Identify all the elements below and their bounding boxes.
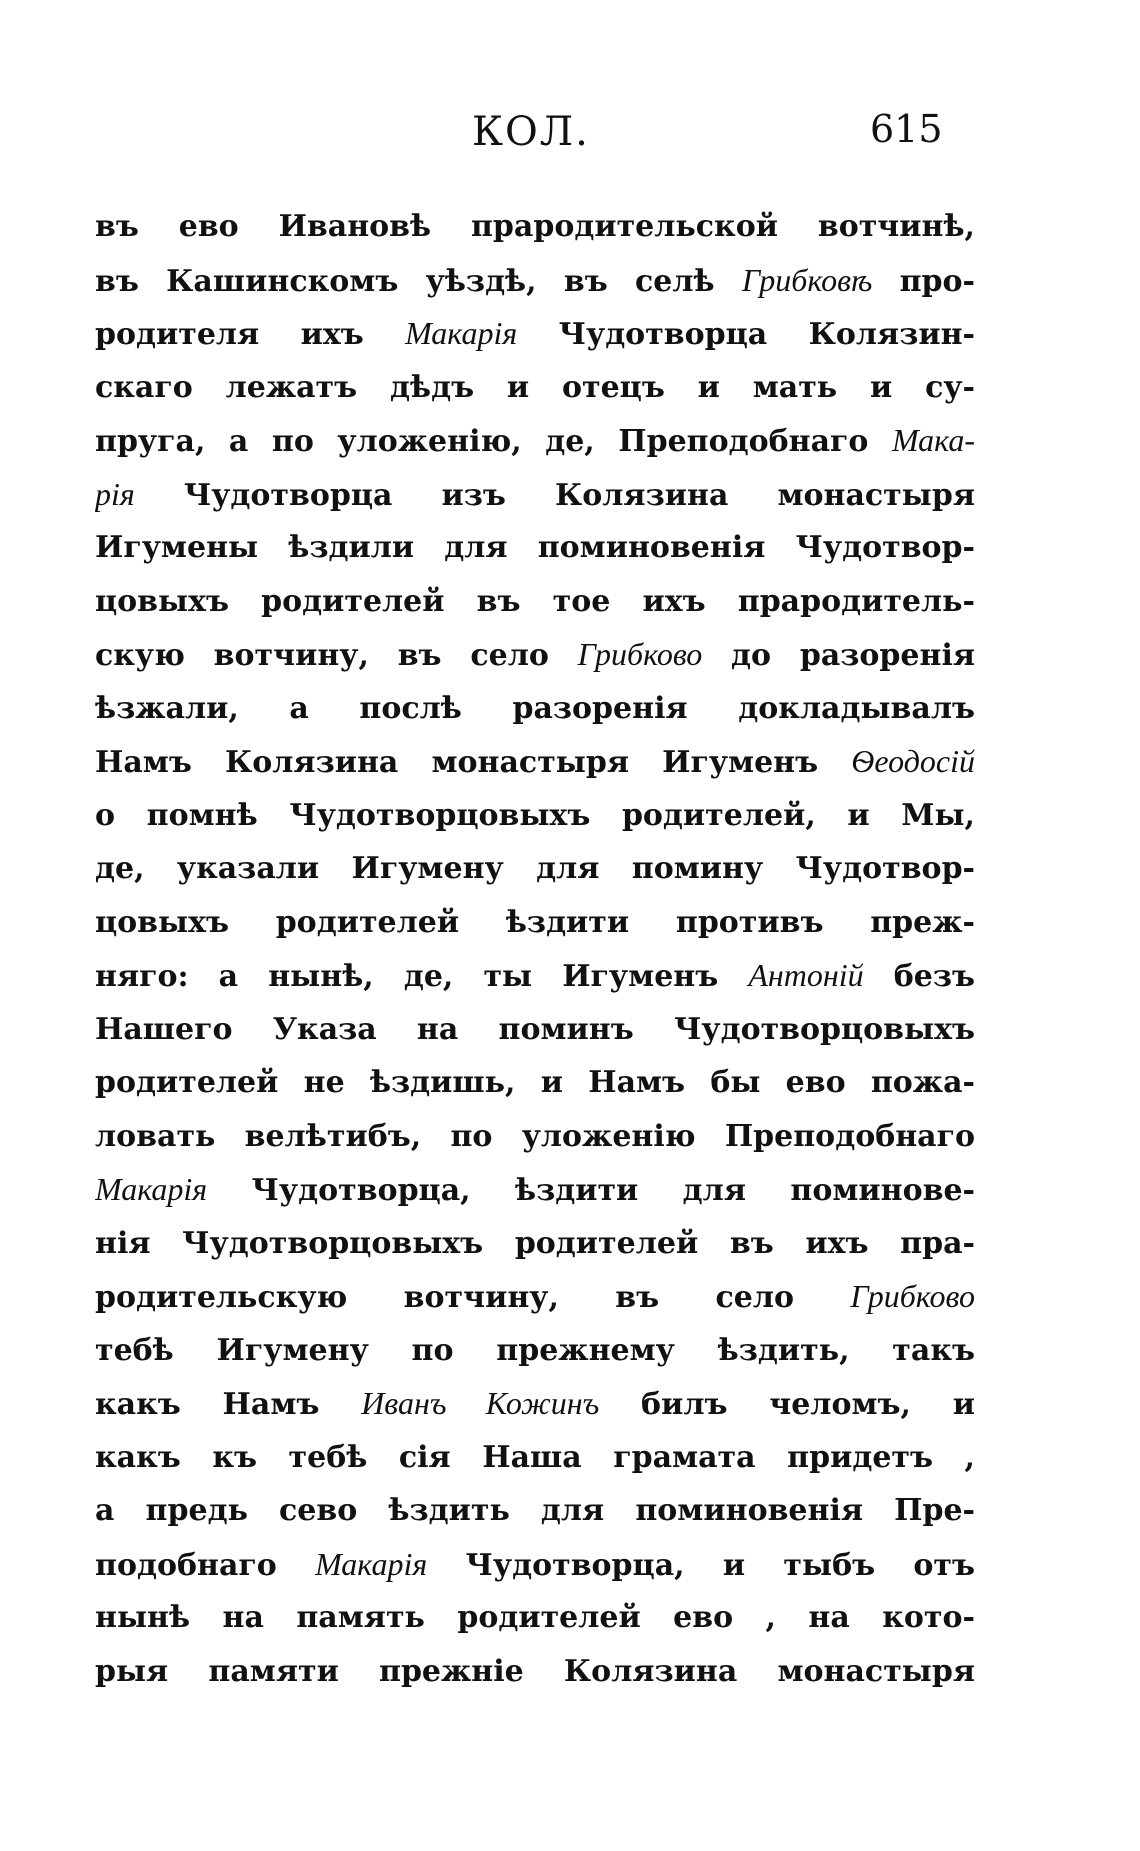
- italic-name: Ѳеодосій: [851, 743, 975, 779]
- text-line: [95, 949, 975, 1003]
- text-line: [95, 628, 975, 682]
- text-run: родительскую вотчину, въ село: [95, 1280, 851, 1315]
- body-text: [95, 200, 975, 1698]
- italic-name: Иванъ Кожинъ: [361, 1385, 600, 1421]
- text-line: [95, 1270, 975, 1324]
- text-run: въ Кашинскомъ уѣздѣ, въ селѣ: [95, 263, 742, 299]
- text-line: [95, 1645, 975, 1699]
- text-line: [95, 1538, 975, 1592]
- text-line: [95, 1431, 975, 1485]
- text-run: въ ево Ивановѣ прародительской вотчинѣ,: [95, 209, 975, 244]
- text-line: [95, 361, 975, 415]
- text-run: рыя памяти прежніе Колязина монастыря: [95, 1653, 975, 1689]
- text-line: [95, 200, 975, 254]
- italic-name: Макарія: [315, 1545, 428, 1582]
- text-run: Чудотворца изъ Колязина монастыря: [134, 477, 975, 513]
- text-run: тебѣ Игумену по прежнему ѣздить, такъ: [95, 1332, 975, 1368]
- text-run: цовыхъ родителей въ тое ихъ прародитель-: [95, 583, 975, 619]
- text-run: Чудотворца, ѣздити для поминове-: [207, 1173, 975, 1208]
- text-run: про-: [872, 263, 975, 299]
- text-run: билъ челомъ, и: [599, 1387, 975, 1422]
- text-line: [95, 521, 975, 575]
- text-run: цовыхъ родителей ѣздити противъ преж-: [95, 904, 975, 940]
- text-run: какъ Намъ: [95, 1387, 362, 1422]
- text-run: нынѣ на память родителей ево , на кото-: [95, 1600, 975, 1635]
- text-line: [95, 1163, 975, 1217]
- text-line: [95, 1324, 975, 1378]
- text-line: [95, 842, 975, 896]
- text-run: Намъ Колязина монастыря Игуменъ: [95, 745, 852, 780]
- italic-name: рія: [95, 475, 135, 512]
- text-line: [95, 307, 975, 361]
- text-line: [95, 414, 975, 468]
- text-run: безъ: [863, 959, 975, 994]
- text-run: какъ къ тебѣ сія Наша грамата придетъ ,: [95, 1439, 975, 1475]
- text-line: [95, 1056, 975, 1110]
- text-run: Чудотворца Колязин-: [517, 317, 975, 352]
- text-line: [95, 1003, 975, 1057]
- text-line: [95, 1217, 975, 1271]
- text-line: [95, 682, 975, 736]
- text-line: [95, 468, 975, 522]
- text-run: подобнаго: [95, 1547, 316, 1583]
- text-line: [95, 789, 975, 843]
- text-run: де, указали Игумену для помину Чудотвор-: [95, 851, 975, 886]
- text-run: Нашего Указа на поминъ Чудотворцовыхъ: [95, 1011, 975, 1047]
- text-run: Чудотворца, и тыбъ отъ: [427, 1547, 975, 1583]
- text-run: родителей не ѣздишь, и Намъ бы ево пожа-: [95, 1065, 975, 1100]
- text-run: а предь сево ѣздить для поминовенія Пре-: [95, 1493, 975, 1528]
- text-run: Игумены ѣздили для поминовенія Чудотвор-: [95, 530, 975, 565]
- text-run: нія Чудотворцовыхъ родителей въ ихъ пра-: [95, 1225, 975, 1261]
- italic-name: Грибковѣ: [741, 261, 873, 298]
- text-run: скую вотчину, въ село: [95, 638, 578, 673]
- italic-name: Макарія: [95, 1171, 208, 1207]
- text-run: о помнѣ Чудотворцовыхъ родителей, и Мы,: [95, 797, 975, 833]
- text-run: няго: а нынѣ, де, ты Игуменъ: [95, 959, 749, 994]
- text-line: [95, 1377, 975, 1431]
- running-head: КОЛ.: [472, 109, 590, 155]
- text-line: [95, 1591, 975, 1645]
- text-run: родителя ихъ: [95, 317, 406, 352]
- text-line: [95, 1110, 975, 1164]
- italic-name: Грибково: [850, 1278, 975, 1314]
- text-line: [95, 735, 975, 789]
- text-line: [95, 254, 975, 308]
- italic-name: Мака-: [891, 422, 975, 458]
- italic-name: Грибково: [577, 636, 703, 672]
- italic-name: Макарія: [405, 315, 518, 351]
- italic-name: Антоній: [748, 957, 864, 993]
- text-run: ловать велѣтибъ, по уложенію Преподобнаго: [95, 1118, 975, 1154]
- text-run: пруга, а по уложенію, де, Преподобнаго: [95, 424, 892, 459]
- text-line: [95, 575, 975, 629]
- page-number: 615: [870, 107, 943, 151]
- text-run: ѣзжали, а послѣ разоренія докладывалъ: [95, 690, 975, 726]
- text-run: скаго лежатъ дѣдъ и отецъ и мать и су-: [95, 369, 975, 405]
- text-run: до разоренія: [702, 638, 975, 673]
- text-line: [95, 1484, 975, 1538]
- text-line: [95, 896, 975, 950]
